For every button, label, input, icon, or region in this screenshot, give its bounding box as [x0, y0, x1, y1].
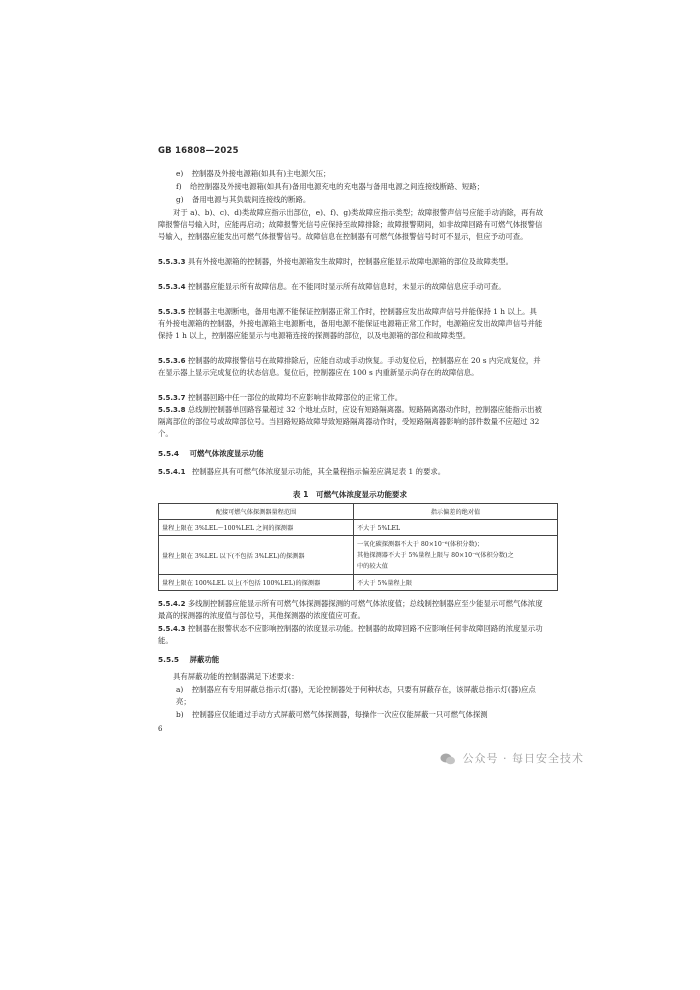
deviation-line: 中的较大值 [357, 562, 388, 570]
list-text: 控制器应有专用屏蔽总指示灯(器)，无论控制器处于何种状态，只要有屏蔽存在，该屏蔽总指示灯(器)应点亮； [176, 685, 536, 706]
intro-line: 具有屏蔽功能的控制器满足下述要求： [173, 672, 299, 681]
section-number: 5.5.5 [158, 655, 180, 664]
table-cell-range: 量程上限在 3%LEL 以下(不包括 3%LEL)的探测器 [159, 536, 354, 575]
table-title: 表 1 可燃气体浓度显示功能要求 [292, 490, 408, 499]
clause-5536 [158, 355, 544, 379]
clause-number: 5.5.3.5 [158, 308, 186, 316]
table-cell-deviation: 不大于 5%量程上限 [354, 575, 558, 591]
clause-text: 总线制控制器单回路容量超过 32 个地址点时，应设有短路隔离器。短路隔离器动作时，控制器应能指示出被隔离部位的部位号或故障部位号。当回路短路故障导致短路隔离器动作时，受短路隔离器影响的部件数量不应超过 32 个。 [158, 405, 542, 438]
clause-number: 5.5.3.3 [158, 258, 186, 266]
clause-5541 [158, 466, 445, 478]
table-cell-deviation: 不大于 5%LEL [354, 520, 558, 536]
section-title: 可燃气体浓度显示功能 [189, 449, 264, 458]
page-number: 6 [158, 725, 163, 733]
clause-number: 5.5.3.8 [158, 406, 186, 414]
clause-number: 5.5.3.6 [158, 357, 186, 365]
clause-text: 多线制控制器应能显示所有可燃气体探测器探测的可燃气体浓度值；总线制控制器应至少能显示可燃气体浓度最高的探测器的浓度值与部位号，其他探测器的浓度值应可查。 [158, 599, 543, 620]
clause-5542 [158, 598, 544, 622]
clause-5543 [158, 623, 544, 647]
deviation-line: 其他探测器不大于 5%量程上限与 80×10⁻⁶(体积分数)之 [357, 551, 514, 559]
clause-text: 具有外接电源箱的控制器，外接电源箱发生故障时，控制器应能显示故障电源箱的部位及故障类型。 [187, 257, 514, 266]
list-label: e) [176, 169, 184, 178]
clause-number: 5.5.4.3 [158, 625, 186, 633]
list-text: 控制器及外接电源箱(如具有)主电源欠压； [191, 169, 331, 178]
list-text: 控制器应仅能通过手动方式屏蔽可燃气体探测器，每操作一次应仅能屏蔽一只可燃气体探测 [191, 710, 488, 719]
section-heading-555 [158, 654, 219, 666]
section-number: 5.5.4 [158, 449, 180, 458]
clause-text: 控制器应具有可燃气体浓度显示功能，其全量程指示偏差应满足表 1 的要求。 [191, 467, 446, 476]
watermark [440, 750, 584, 766]
table-row [159, 536, 558, 575]
table-cell-range: 量程上限在 3%LEL～100%LEL 之间的探测器 [159, 520, 354, 536]
list-label: g) [176, 195, 184, 204]
list-item-b [176, 709, 488, 721]
clause-5538 [158, 404, 544, 440]
clause-number: 5.5.4.1 [158, 468, 186, 476]
list-item-e [176, 168, 330, 180]
list-label: b) [176, 710, 184, 719]
section-heading-554 [158, 448, 264, 460]
clause-text: 控制器主电源断电，备用电源不能保证控制器正常工作时，控制器应发出故障声信号并能保持 1 h 以上。具有外接电源箱的控制器，外接电源箱主电源断电，备用电源不能保证电源箱正常工作时，电源箱应发出故障声信号并能保持 1 h 以上，控制器应能显示与电源箱连接的探测器的部位，以及电源箱的部位和故障类型。 [158, 307, 543, 340]
table-row [159, 520, 558, 536]
clause-text: 控制器应能显示所有故障信息。在不能同时显示所有故障信息时，未显示的故障信息应手动可查。 [187, 282, 506, 291]
clause-text: 控制器在报警状态不应影响控制器的浓度显示功能。控制器的故障回路不应影响任何非故障回路的浓度显示功能。 [158, 624, 543, 645]
clause-5535 [158, 306, 544, 342]
table-header-cell: 配接可燃气体探测器量程范围 [159, 504, 354, 520]
watermark-text: 公众号 · 每日安全技术 [462, 752, 584, 765]
clause-5533 [158, 256, 544, 268]
list-item-a [176, 684, 544, 708]
table-header-row [159, 504, 558, 520]
wechat-icon [440, 753, 456, 765]
clause-number: 5.5.3.4 [158, 283, 186, 291]
clause-5537 [158, 392, 544, 404]
clause-text: 控制器的故障报警信号在故障排除后，应能自动或手动恢复。手动复位后，控制器应在 20 s 内完成复位，并在显示器上显示完成复位的状态信息。复位后，控制器应在 100 s 内重新显示尚存在的故障信息。 [158, 356, 541, 377]
list-item-f [176, 181, 484, 193]
table-cell-range: 量程上限在 100%LEL 以上(不包括 100%LEL)的探测器 [159, 575, 354, 591]
clause-text: 控制器回路中任一部位的故障均不应影响非故障部位的正常工作。 [187, 393, 403, 402]
list-label: a) [176, 685, 184, 694]
deviation-line: 一氧化碳探测器不大于 80×10⁻⁶(体积分数)； [357, 540, 484, 548]
table-cell-deviation [354, 536, 558, 575]
deviation-table [158, 503, 558, 591]
section-title: 屏蔽功能 [189, 655, 220, 664]
list-text: 备用电源与其负载间连接线的断路。 [191, 195, 311, 204]
table-header-cell: 指示偏差的绝对值 [354, 504, 558, 520]
paragraph: 对于 a)、b)、c)、d)类故障应指示出部位，e)、f)、g)类故障应指示类型；故障报警声信号应能手动消除，再有故障报警信号输入时，应能再启动；故障报警光信号应保持至故障排除；故障报警期间，如非故障回路有可燃气体报警信号输入，控制器应能发出可燃气体报警信号。故障信息在控制器有可燃气体报警信号时可不显示，但应予动可查。 [158, 208, 544, 241]
list-item-g [176, 194, 310, 206]
standard-header: GB 16808—2025 [158, 146, 239, 156]
table-row [159, 575, 558, 591]
clause-number: 5.5.4.2 [158, 600, 186, 608]
list-text: 给控制器及外接电源箱(如具有)备用电源充电的充电器与备用电源之间连接线断路、短路； [189, 182, 484, 191]
clause-5534 [158, 281, 544, 293]
clause-number: 5.5.3.7 [158, 394, 186, 402]
list-label: f) [176, 182, 182, 191]
